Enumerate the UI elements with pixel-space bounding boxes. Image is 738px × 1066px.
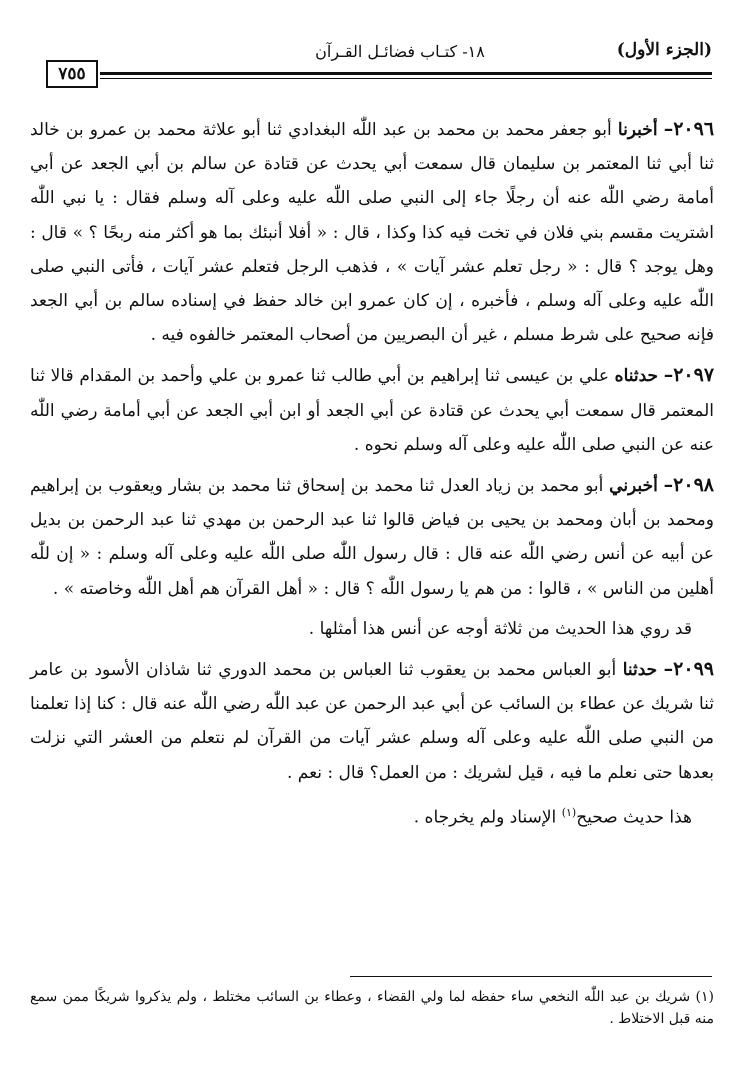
footnote-marker: (١) (695, 989, 714, 1005)
page-number: ٧٥٥ (46, 60, 98, 88)
hadith-text: أبو جعفر محمد بن محمد بن عبد اللّٰه البغدادي ثنا أبو علاثة محمد بن عمرو بن خالد ثنا أبي ثنا المعتمر بن سليمان قال سمعت أبي يحدث عن قتادة عن سالم بن أبي الجعد عن أبي أمامة رضي اللّٰه عنه أن رجلًا جاء إلى النبي صلى اللّٰه عليه وعلى آله وسلم فقال : يا نبي اللّٰه اشتريت مقسم بني فلان في تخت فيه كذا وكذا ، قال : « أفلا أنبئك بما هو أكثر منه ربحًا ؟ » قال : وهل يوجد ؟ قال : « رجل تعلم عشر آيات » ، فذهب الرجل فتعلم عشر آيات ، فأتى النبي صلى اللّٰه عليه وعلى آله وسلم ، فأخبره ، إن كان عمرو ابن خالد حفظ في إسناده سالم بن أبي الجعد فإنه صحيح على شرط مسلم ، غير أن البصريين من أصحاب المعتمر خالفوه فيه . (30, 120, 714, 346)
page-header (100, 36, 712, 66)
hadith-number: ٢٠٩٨– (663, 474, 714, 497)
hadith-number: ٢٠٩٩– (663, 658, 714, 681)
hadith-number: ٢٠٩٦– (663, 118, 715, 140)
narration-lead: أخبرنا (617, 120, 658, 140)
footnote (30, 986, 714, 1030)
volume-label: (الجزء الأول) (616, 40, 712, 60)
hadith-2097 (30, 358, 714, 462)
hadith-text: علي بن عيسى ثنا إبراهيم بن أبي طالب ثنا عمرو بن علي وأحمد بن المقدام قالا ثنا المعتمر قال سمعت أبي يحدث عن قتادة عن أبي الجعد أو ابن أبي الجعد عن أبي أمامة رضي اللّٰه عنه عن النبي صلى اللّٰه عليه وعلى آله وسلم نحوه . (30, 366, 714, 455)
header-rule-thin (100, 78, 712, 79)
hadith-text: أبو محمد بن زياد العدل ثنا محمد بن إسحاق ثنا محمد بن بشار ويعقوب بن إبراهيم ومحمد بن أبان ومحمد بن يحيى بن فياض قالوا ثنا عبد الرحمن بن مهدي ثنا عبد الرحمن بن بديل عن أبيه عن أنس رضي اللّٰه عنه قال : قال رسول اللّٰه صلى اللّٰه عليه وعلى آله وسلم : « إن للّٰه أهلين من الناس » ، قالوا : من هم يا رسول اللّٰه ؟ قال : « أهل القرآن هم أهل اللّٰه وخاصته » . (30, 476, 714, 599)
narration-lead: حدثنا (622, 660, 658, 681)
header-rule (100, 72, 712, 75)
narration-lead: حدثناه (614, 366, 659, 387)
chapter-title: ١٨- كتـاب فضائـل القـرآن (315, 42, 485, 61)
footnote-rule (350, 976, 712, 977)
page-body (30, 112, 714, 841)
narration-lead: أخبرني (609, 476, 658, 497)
grading-text: هذا حديث صحيح (576, 807, 692, 828)
grading-text-end: الإسناد ولم يخرجاه . (413, 807, 562, 828)
footnote-ref[interactable]: (١) (561, 805, 577, 819)
grading-note-2098: قد روي هذا الحديث من ثلاثة أوجه عن أنس هذا أمثلها . (308, 618, 692, 639)
grading-note-2099 (30, 796, 714, 835)
hadith-number: ٢٠٩٧– (663, 364, 715, 387)
hadith-2099 (30, 652, 714, 790)
hadith-2096 (30, 112, 714, 352)
hadith-text: أبو العباس محمد بن يعقوب ثنا العباس بن محمد الدوري ثنا شاذان الأسود بن عامر ثنا شريك عن عطاء بن السائب عن أبي عبد الرحمن عن عبد اللّٰه رضي اللّٰه عنه قال : كنا إذا تعلمنا من النبي صلى اللّٰه عليه وعلى آله وسلم عشر آيات من القرآن لم نتعلم من العشر التي نزلت بعدها حتى نعلم ما فيه ، قيل لشريك : من العمل؟ قال : نعم . (30, 660, 714, 783)
hadith-2098 (30, 468, 714, 606)
footnote-text: شريك بن عبد اللّٰه النخعي ساء حفظه لما ولي القضاء ، وعطاء بن السائب مختلط ، ولم يذكروا شريكًا ممن سمع منه قبل الاختلاط . (30, 989, 714, 1027)
